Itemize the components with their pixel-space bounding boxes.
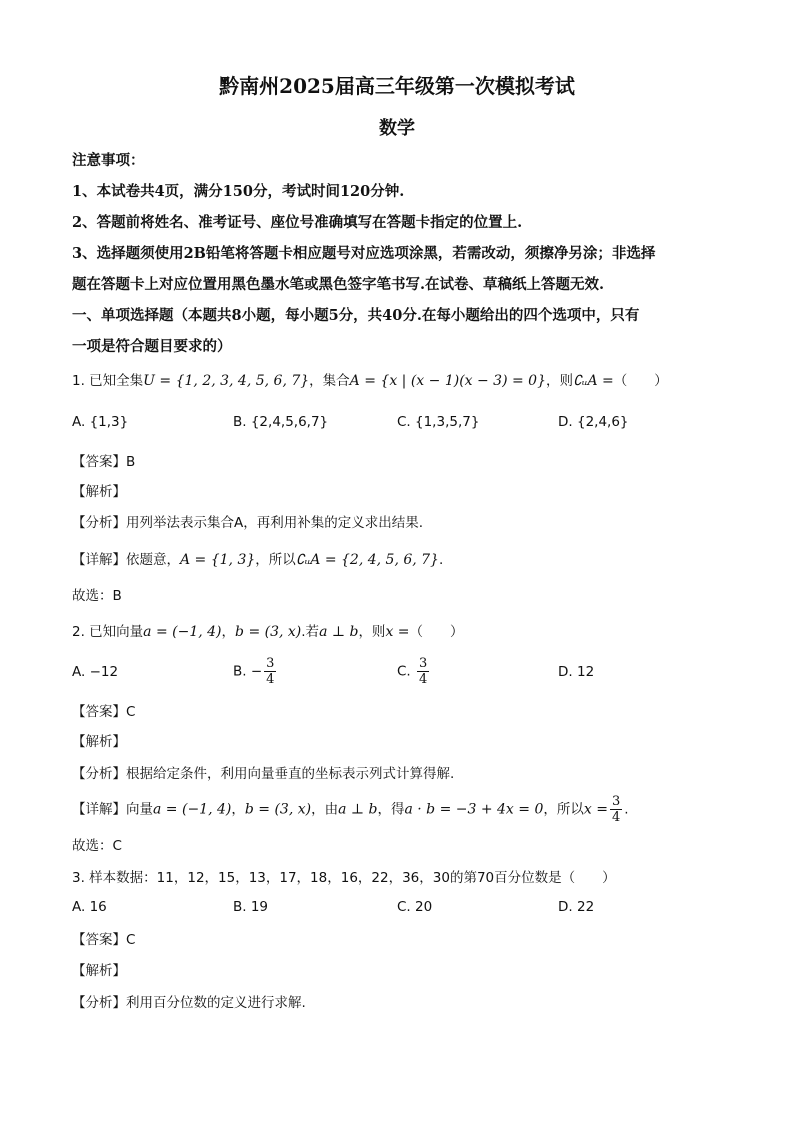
fraction-denominator: 4 [611,810,621,825]
q1-analysis-tag: 【解析】 [72,484,126,500]
fraction-numerator: 3 [266,656,275,671]
notes-item-2: 2、答题前将姓名、准考证号、座位号准确填写在答题卡指定的位置上. [72,214,523,231]
q2-xj-sep: ， [231,801,245,818]
q1-set-u: U = {1, 2, 3, 4, 5, 6, 7} [143,373,310,389]
q2-then: ，则 [358,624,386,640]
q2-xj-get: ，得 [377,801,405,818]
q2-condition: a ⊥ b [319,624,359,640]
q2-sep: ， [221,624,236,640]
q3-option-a: A. 16 [72,899,107,915]
q1-option-d: D. {2,4,6} [558,414,629,430]
q3-answer: 【答案】C [72,932,136,948]
q2-option-c-fraction [417,656,429,687]
q2-option-b [233,656,278,687]
q1-stem-mid: ，集合 [309,373,350,389]
q3-analysis-tag: 【解析】 [72,963,126,979]
q1-option-b: B. {2,4,5,6,7} [233,414,329,430]
q2-option-d: D. 12 [558,664,595,680]
section-heading-line-1: 一、单项选择题（本题共8小题，每小题5分，共40分.在每小题给出的四个选项中，只有 [72,307,640,324]
q2-option-a: A. −12 [72,664,119,680]
q2-stem [72,622,464,642]
fraction-numerator: 3 [419,656,428,671]
q2-fenxi: 【分析】根据给定条件，利用向量垂直的坐标表示列式计算得解. [72,766,455,782]
q2-cond-prefix: .若 [301,624,320,640]
q1-xiangjie-mid: ，所以 [255,552,296,568]
q1-choose: 故选：B [72,588,122,604]
q1-option-c: C. {1,3,5,7} [397,414,480,430]
q2-xiangjie [72,794,629,825]
q3-option-b: B. 19 [233,899,269,915]
q2-option-b-prefix: B. − [233,663,263,680]
notes-item-3-line-2: 题在答题卡上对应位置用黑色墨水笔或黑色签字笔书写.在试卷、草稿纸上答题无效. [72,276,605,293]
q1-xiangjie-result: ∁ᵤA = {2, 4, 5, 6, 7} [295,552,439,568]
subject-title: 数学 [379,118,415,139]
q2-vector-b: b = (3, x) [235,624,302,640]
q2-xj-so: ，所以 [543,801,584,818]
q1-xiangjie-a: A = {1, 3} [180,552,256,568]
notes-item-3-line-1: 3、选择题须使用2B铅笔将答题卡相应题号对应选项涂黑，若需改动，须擦净另涂；非选择 [72,245,656,262]
q2-xj-perp: a ⊥ b [338,801,378,818]
notes-item-1: 1、本试卷共4页，满分150分，考试时间120分钟. [72,183,405,200]
q2-option-c-prefix: C. [397,663,411,680]
q2-paren: （ ） [409,624,464,640]
q1-stem-then: ，则 [546,373,573,389]
q1-xiangjie-end: . [438,552,444,568]
q3-option-c: C. 20 [397,899,433,915]
q1-answer: 【答案】B [72,454,136,470]
q3-stem: 3. 样本数据：11，12，15，13，17，18，16，22，36，30的第70百分位数是（ ） [72,870,616,886]
q2-xj-dot: a · b = −3 + 4x = 0 [404,801,544,818]
q2-xj-end: . [624,801,629,818]
q1-complement: ∁ᵤA = [573,373,614,389]
q2-xj-vector-a: a = (−1, 4) [153,801,232,818]
q3-option-d: D. 22 [558,899,595,915]
q2-variable: x = [385,624,410,640]
q1-set-a: A = {x | (x − 1)(x − 3) = 0} [349,373,546,389]
q2-xiangjie-prefix: 【详解】向量 [72,801,153,818]
q2-vector-a: a = (−1, 4) [143,624,222,640]
q3-fenxi: 【分析】利用百分位数的定义进行求解. [72,995,306,1011]
section-heading-line-2: 一项是符合题目要求的） [72,338,232,355]
q2-choose: 故选：C [72,838,122,854]
q2-analysis-tag: 【解析】 [72,734,126,750]
q2-xj-vector-b: b = (3, x) [244,801,312,818]
exam-title: 黔南州2025届高三年级第一次模拟考试 [219,74,575,98]
fraction-denominator: 4 [266,672,275,687]
q2-option-c [397,656,431,687]
fraction-numerator: 3 [611,794,621,809]
notes-heading: 注意事项： [72,152,145,169]
q1-xiangjie [72,550,443,570]
q2-xj-by: ，由 [311,801,339,818]
q1-fenxi: 【分析】用列举法表示集合A，再利用补集的定义求出结果. [72,515,424,531]
q1-paren: （ ） [613,373,668,389]
q2-xj-fraction [610,794,622,825]
fraction-denominator: 4 [419,672,428,687]
q2-stem-prefix: 2. 已知向量 [72,624,144,640]
q1-stem-prefix: 1. 已知全集 [72,373,144,389]
q1-xiangjie-prefix: 【详解】依题意， [72,552,180,568]
q2-option-b-fraction [264,656,276,687]
q2-answer: 【答案】C [72,704,136,720]
q2-xj-x: x = [583,801,608,818]
q1-stem [72,371,668,391]
q1-option-a: A. {1,3} [72,414,129,430]
